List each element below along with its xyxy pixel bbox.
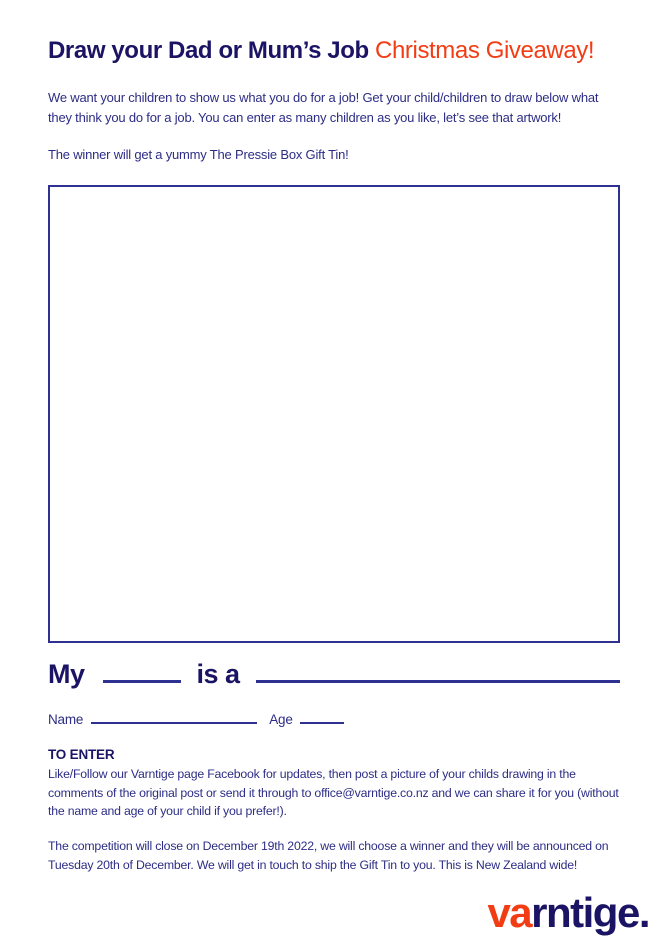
my-is-a-row <box>48 659 620 690</box>
to-enter-heading: TO ENTER <box>48 747 115 762</box>
name-age-row <box>48 712 620 727</box>
name-label: Name <box>48 712 84 727</box>
logo-part-navy: rntige. <box>531 888 649 936</box>
parent-blank-line[interactable] <box>103 679 181 683</box>
page-title <box>48 36 620 66</box>
name-blank-line[interactable] <box>91 721 257 724</box>
age-label: Age <box>269 712 293 727</box>
job-blank-line[interactable] <box>256 679 620 683</box>
competition-closing-paragraph: The competition will close on December 19th 2022, we will choose a winner and they will be announced on Tuesday 20th of December. We will get in touch to ship the Gift Tin to you. This is New Zealand wide! <box>48 838 609 872</box>
my-label: My <box>48 659 85 689</box>
drawing-area[interactable] <box>48 185 620 643</box>
title-main: Draw your Dad or Mum’s Job <box>48 37 369 64</box>
is-a-label: is a <box>196 659 240 689</box>
prize-paragraph: The winner will get a yummy The Pressie Box Gift Tin! <box>48 147 349 162</box>
to-enter-instructions: Like/Follow our Varntige page Facebook for updates, then post a picture of your childs drawing in the comments of the original post or send it through to office@varntige.co.nz and we can share it for you (without the name and age of your child if you prefer!). <box>48 767 619 818</box>
varntige-logo <box>487 890 649 936</box>
age-blank-line[interactable] <box>300 721 344 724</box>
logo-part-red: va <box>487 888 532 936</box>
intro-paragraph: We want your children to show us what you do for a job! Get your child/children to draw below what they think you do for a job. You can enter as many children as you like, let’s see that artwork! <box>48 90 599 125</box>
title-accent: Christmas Giveaway! <box>368 37 595 64</box>
